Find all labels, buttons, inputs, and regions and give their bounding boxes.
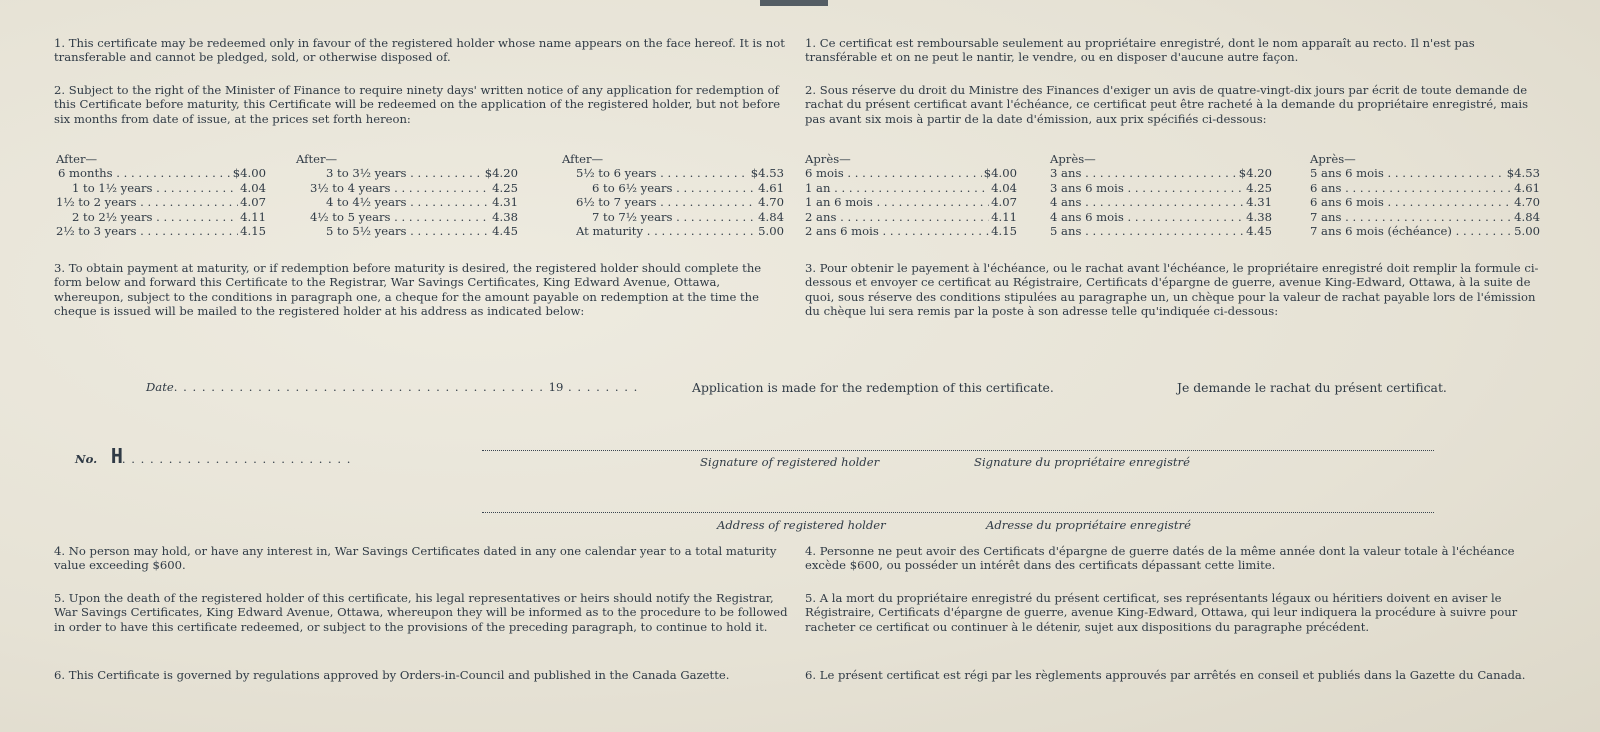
fr-paragraph-3: 3. Pour obtenir le payement à l'échéance, ou le rachat avant l'échéance, le propriétaire enregistré doit remplir la formule ci-dessous et envoyer ce certificat au Régistraire, Certificats d'épargne de guerre, avenue King-Edward, Ottawa, à la suite de quoi, sous réserve des conditions stipulées au paragraphe un, un chèque pour la valeur de rachat payable lors de l'émission du chèque lui sera remis par la poste à son adresse telle qu'indiquée ci-dessous:	[805, 261, 1539, 319]
rate-row: 4½ to 5 years . . . 4.38	[296, 210, 518, 224]
rate-row: 7 ans . . . 4.84	[1310, 210, 1540, 224]
rate-row: 2 ans 6 mois . . . 4.15	[805, 224, 1017, 238]
rate-row: At maturity . . . 5.00	[562, 224, 784, 238]
en-paragraph-5: 5. Upon the death of the registered holder of this certificate, his legal representatives or heirs should notify the Registrar, War Savings Certificates, King Edward Avenue, Ottawa, whereupon they will be informed as to the procedure to be followed in order to have this certificate redeemed, or subject to the provisions of the preceding paragraph, to continue to hold it.	[54, 591, 788, 634]
signature-caption-en: Signature of registered holder	[700, 455, 880, 469]
fr-rate-col-1	[805, 152, 1017, 238]
rate-row: 6 to 6½ years . . . 4.61	[562, 181, 784, 195]
number-field[interactable]: . . . . . . . . . . . . . . . . . . . . . . . . .	[121, 452, 352, 466]
rate-row: 6 months . . . $4.00	[56, 166, 266, 180]
number-prefix: H	[110, 444, 122, 468]
rate-row: 6½ to 7 years . . . 4.70	[562, 195, 784, 209]
en-paragraph-3: 3. To obtain payment at maturity, or if redemption before maturity is desired, the registered holder should complete the form below and forward this Certificate to the Registrar, War Savings Certificates, King Edward Avenue, Ottawa, whereupon, subject to the conditions in paragraph one, a cheque for the amount payable on redemption at the time the cheque is issued will be mailed to the registered holder at his address as indicated below:	[54, 261, 762, 319]
fr-paragraph-4: 4. Personne ne peut avoir des Certificats d'épargne de guerre datés de la même année dont la valeur totale à l'échéance excède $600, ou posséder un intérêt dans des certificats dépassant cette limite.	[805, 544, 1515, 573]
rate-row: 6 mois . . . $4.00	[805, 166, 1017, 180]
rate-row: 2½ to 3 years . . . 4.15	[56, 224, 266, 238]
top-mark	[760, 0, 828, 6]
application-en: Application is made for the redemption of this certificate.	[692, 380, 1054, 395]
rate-row: 3 ans 6 mois . . . 4.25	[1050, 181, 1272, 195]
fr-paragraph-1: 1. Ce certificat est remboursable seulement au propriétaire enregistré, dont le nom apparaît au recto. Il n'est pas transférable et on ne peut le nantir, le vendre, ou en disposer d'aucune autre façon.	[805, 36, 1475, 65]
date-field[interactable]: . . . . . . . . . . . . . . . . . . . . . . . . . . . . . . . . . . . . . . . .	[173, 380, 549, 394]
rate-row: 1 an . . . 4.04	[805, 181, 1017, 195]
rate-row: 3 to 3½ years . . . $4.20	[296, 166, 518, 180]
rate-header: After—	[562, 152, 604, 166]
rate-row: 5 ans . . . 4.45	[1050, 224, 1272, 238]
rate-row: 6 ans 6 mois . . . 4.70	[1310, 195, 1540, 209]
fr-paragraph-6: 6. Le présent certificat est régi par les règlements approuvés par arrêtés en conseil et publiés dans la Gazette du Canada.	[805, 668, 1526, 682]
rate-row: 3½ to 4 years . . . 4.25	[296, 181, 518, 195]
en-paragraph-6: 6. This Certificate is governed by regulations approved by Orders-in-Council and published in the Canada Gazette.	[54, 668, 730, 682]
en-paragraph-2: 2. Subject to the right of the Minister of Finance to require ninety days' written notice of any application for redemption of this Certificate before maturity, this Certificate will be redeemed on the application of the registered holder, but not before six months from date of issue, at the prices set forth hereon:	[54, 83, 781, 126]
rate-header: After—	[56, 152, 98, 166]
rate-row: 2 ans . . . 4.11	[805, 210, 1017, 224]
fr-rate-col-3	[1310, 152, 1540, 238]
address-field[interactable]	[482, 512, 1434, 513]
rate-header: Après—	[1050, 152, 1096, 166]
fr-paragraph-5: 5. A la mort du propriétaire enregistré du présent certificat, ses représentants légaux ou héritiers doivent en aviser le Régistraire, Certificats d'épargne de guerre, avenue King-Edward, Ottawa, qui leur indiquera la procédure à suivre pour racheter ce certificat ou continuer à le détenir, sujet aux dispositions du paragraphe précédent.	[805, 591, 1518, 634]
date-field-row	[146, 380, 638, 394]
en-paragraph-4: 4. No person may hold, or have any interest in, War Savings Certificates dated in any one calendar year to a total maturity value exceeding $600.	[54, 544, 777, 573]
rate-row: 1 an 6 mois . . . 4.07	[805, 195, 1017, 209]
rate-row: 5 to 5½ years . . . 4.45	[296, 224, 518, 238]
number-label: No.	[75, 452, 98, 466]
rate-header: After—	[296, 152, 338, 166]
fr-rate-table	[805, 152, 1540, 242]
rate-row: 5½ to 6 years . . . $4.53	[562, 166, 784, 180]
address-caption-en: Address of registered holder	[717, 518, 886, 532]
year-field[interactable]: . . . . . . . .	[563, 380, 639, 394]
rate-row: 4 ans . . . 4.31	[1050, 195, 1272, 209]
fr-rate-col-2	[1050, 152, 1272, 238]
rate-row: 7 ans 6 mois (échéance) . . . 5.00	[1310, 224, 1540, 238]
rate-row: 1 to 1½ years . . . 4.04	[56, 181, 266, 195]
address-caption-fr: Adresse du propriétaire enregistré	[986, 518, 1191, 532]
en-rate-col-2	[296, 152, 518, 238]
fr-paragraph-2: 2. Sous réserve du droit du Ministre des Finances d'exiger un avis de quatre-vingt-dix jours par écrit de toute demande de rachat du présent certificat avant l'échéance, ce certificat peut être racheté à la demande du propriétaire enregistré, mais pas avant six mois à partir de la date d'émission, aux prix spécifiés ci-dessous:	[805, 83, 1529, 126]
rate-row: 4 to 4½ years . . . 4.31	[296, 195, 518, 209]
en-rate-table	[54, 152, 789, 242]
en-rate-col-3	[562, 152, 784, 238]
rate-row: 6 ans . . . 4.61	[1310, 181, 1540, 195]
rate-header: Après—	[1310, 152, 1356, 166]
rate-row: 2 to 2½ years . . . 4.11	[56, 210, 266, 224]
en-paragraph-1: 1. This certificate may be redeemed only in favour of the registered holder whose name appears on the face hereof. It is not transferable and cannot be pledged, sold, or otherwise disposed of.	[54, 36, 785, 65]
rate-row: 7 to 7½ years . . . 4.84	[562, 210, 784, 224]
rate-row: 1½ to 2 years . . . 4.07	[56, 195, 266, 209]
signature-caption-fr: Signature du propriétaire enregistré	[974, 455, 1190, 469]
number-field-row	[75, 444, 352, 468]
date-label: Date	[146, 380, 174, 394]
rate-row: 3 ans . . . $4.20	[1050, 166, 1272, 180]
year-prefix: 19	[548, 380, 564, 394]
rate-header: Après—	[805, 152, 851, 166]
application-fr: Je demande le rachat du présent certificat.	[1177, 380, 1447, 395]
rate-row: 5 ans 6 mois . . . $4.53	[1310, 166, 1540, 180]
en-rate-col-1	[56, 152, 266, 238]
rate-row: 4 ans 6 mois . . . 4.38	[1050, 210, 1272, 224]
signature-field[interactable]	[482, 450, 1434, 451]
